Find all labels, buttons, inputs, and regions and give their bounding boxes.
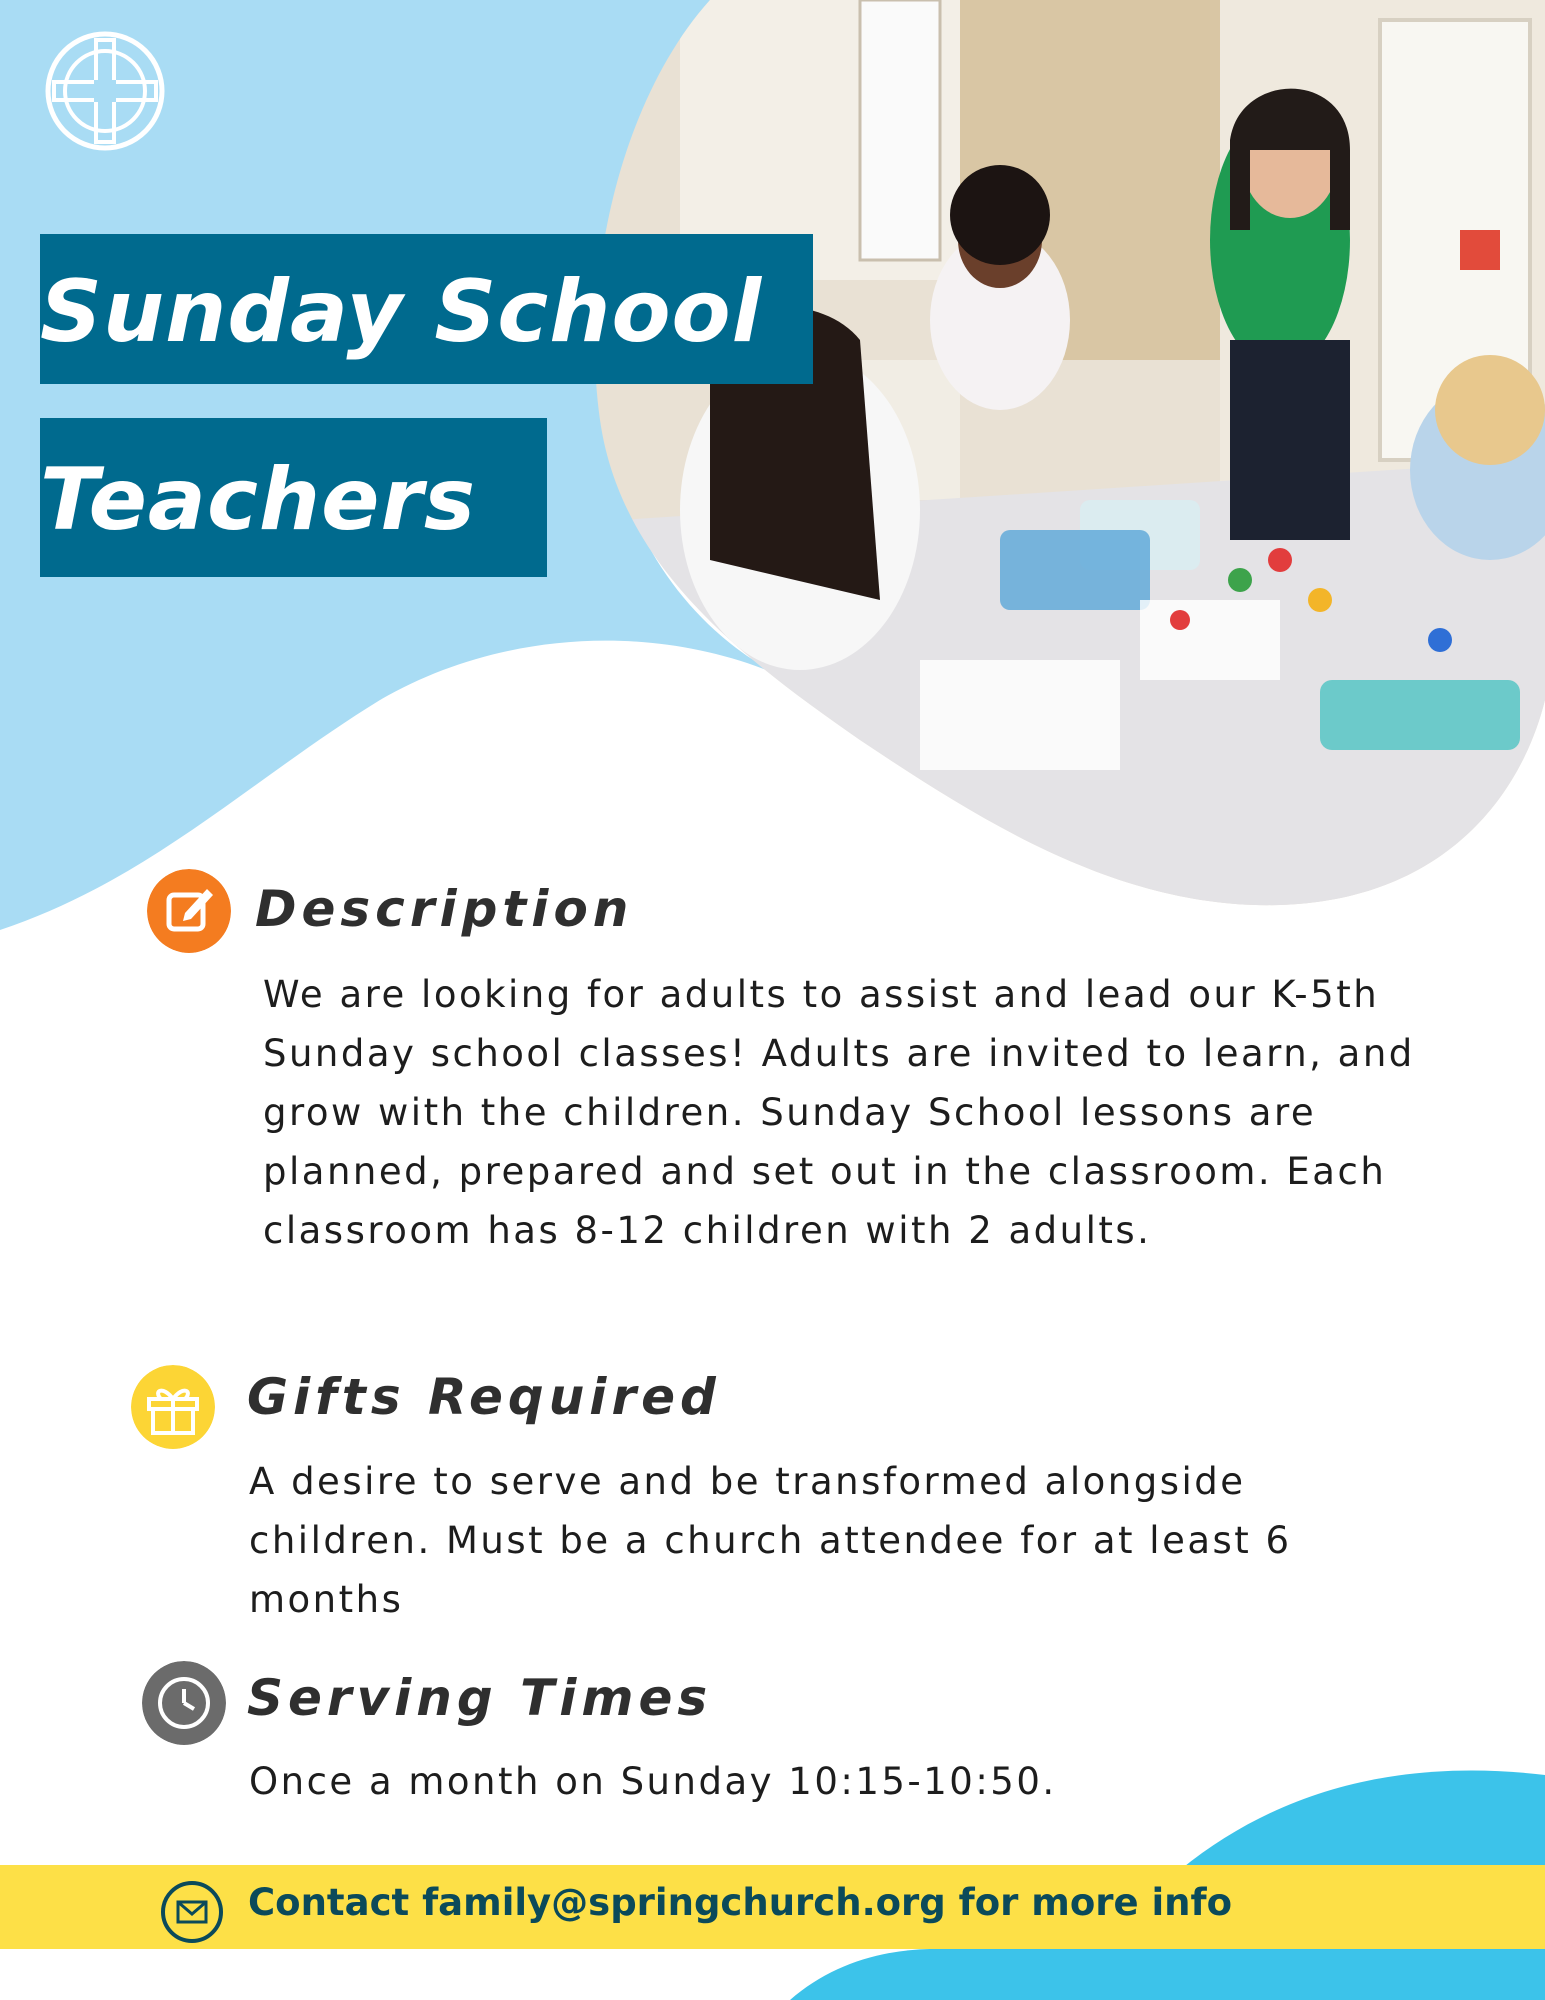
serving-heading: Serving Times	[247, 1669, 713, 1727]
gifts-text: A desire to serve and be transformed alongside children. Must be a church attendee for at least 6 months	[249, 1460, 1292, 1621]
page-title-line2: Teachers	[40, 450, 477, 550]
classroom-photo	[560, 0, 1545, 910]
gift-icon	[131, 1365, 215, 1449]
description-text: We are looking for adults to assist and lead our K-5th Sunday school classes! Adults are invited to learn, and grow with the children. Sunday School lessons are planned, prepared and set out in the classroom. Each classroom has 8-12 children with 2 adults.	[263, 973, 1415, 1252]
title-box-line2	[40, 418, 547, 577]
gifts-heading: Gifts Required	[247, 1368, 721, 1426]
page-title-line1: Sunday School	[40, 262, 763, 362]
serving-text: Once a month on Sunday 10:15-10:50.	[249, 1760, 1057, 1803]
title-box-line1	[40, 234, 813, 384]
contact-text: Contact family@springchurch.org for more info	[248, 1881, 1233, 1924]
cyan-bottom-corner	[790, 1949, 1545, 2000]
church-logo-icon	[44, 30, 166, 152]
clock-icon	[142, 1661, 226, 1745]
description-heading: Description	[255, 880, 634, 938]
edit-icon	[147, 869, 231, 953]
envelope-icon	[160, 1880, 224, 1944]
